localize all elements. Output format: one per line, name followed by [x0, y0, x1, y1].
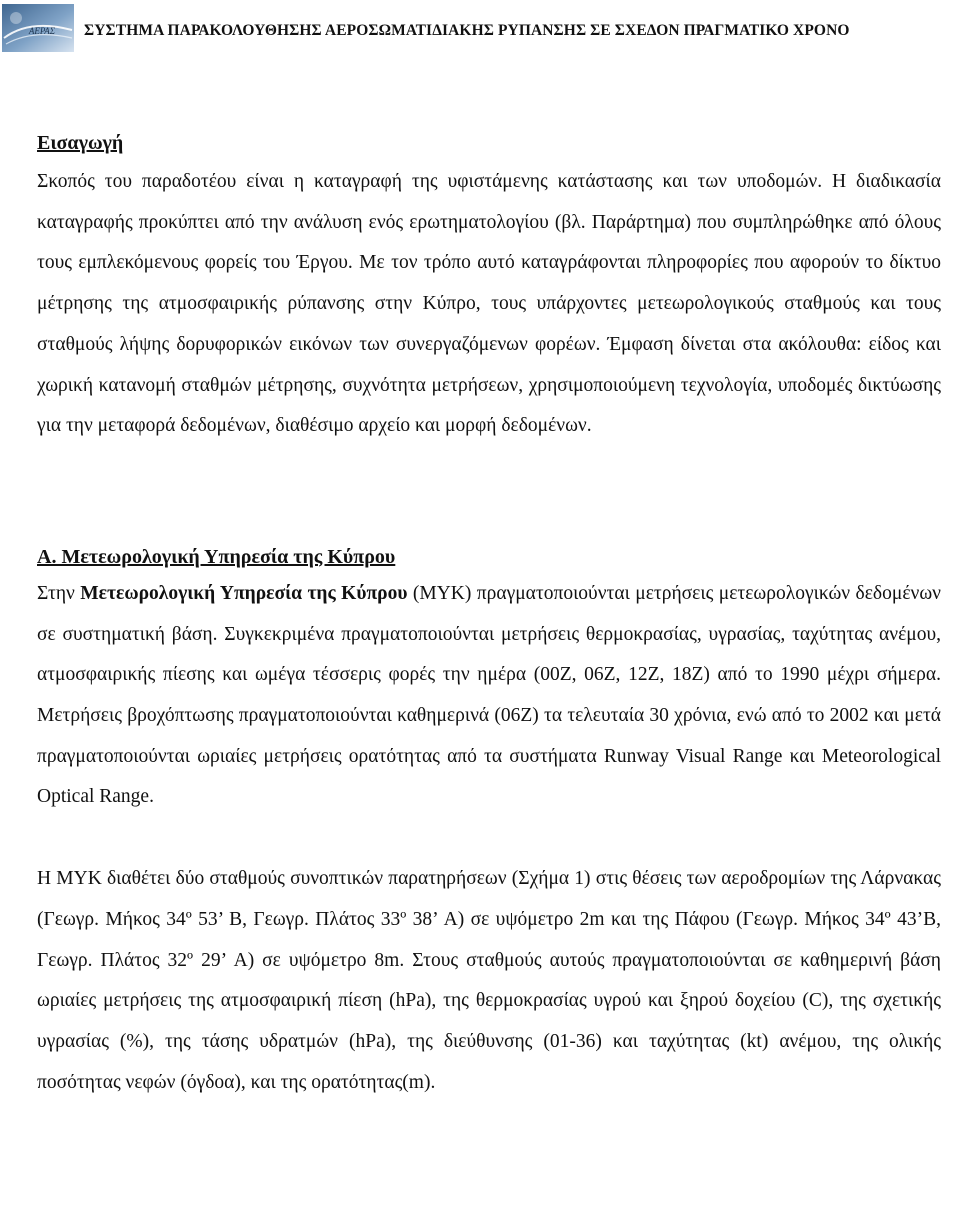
section-a-paragraph-2: Η ΜΥΚ διαθέτει δύο σταθμούς συνοπτικών παρατηρήσεων (Σχήμα 1) στις θέσεις των αεροδρομίων της Λάρνακας (Γεωγρ. Μήκος 34º 53’ Β, Γεωγρ. Πλάτος 33º 38’ Α) σε υψόμετρο 2m και της Πάφου (Γεωγρ. Μήκος 34º 43’Β, Γεωγρ. Πλάτος 32º 29’ Α) σε υψόμετρο 8m. Στους σταθμούς αυτούς πραγματοποιούνται σε καθημερινή βάση ωριαίες μετρήσεις της ατμοσφαιρική πίεση (hPa), της θερμοκρασίας υγρού και ξηρού δοχείου (C), της σχετικής υγρασίας (%), της τάσης υδρατμών (hPa), της διεύθυνσης (01-36) και ταχύτητας (kt) ανέμου, της ολικής ποσότητας νεφών (όγδοα), και της ορατότητας(m).	[37, 868, 941, 1093]
aeras-logo	[2, 4, 74, 52]
organization-name-bold: Μετεωρολογική Υπηρεσία της Κύπρου	[80, 582, 408, 604]
svg-text:ΑΕΡΑΣ: ΑΕΡΑΣ	[28, 26, 56, 36]
paragraph-1-rest: (ΜΥΚ) πραγματοποιούνται μετρήσεις μετεωρολογικών δεδομένων σε συστηματική βάση. Συγκεκριμένα πραγματοποιούνται μετρήσεις θερμοκρασίας, υγρασίας, ταχύτητας ανέμου, ατμοσφαιρικής πίεσης και ωμέγα τέσσερις φορές την ημέρα (00Z, 06Z, 12Z, 18Z) από το 1990 μέχρι σήμερα. Μετρήσεις βροχόπτωσης πραγματοποιούνται καθημερινά (06Z) τα τελευταία 30 χρόνια, ενώ από το 2002 και μετά πραγματοποιούνται ωριαίες μετρήσεις ορατότητας από τα συστήματα Runway Visual Range και Meteorological Optical Range.	[37, 582, 941, 808]
intro-paragraph: Σκοπός του παραδοτέου είναι η καταγραφή της υφιστάμενης κατάστασης και των υποδομών. Η διαδικασία καταγραφής προκύπτει από την ανάλυση ενός ερωτηματολογίου (βλ. Παράρτημα) που συμπληρώθηκε από όλους τους εμπλεκόμενους φορείς του Έργου. Με τον τρόπο αυτό καταγράφονται πληροφορίες που αφορούν το δίκτυο μέτρησης της ατμοσφαιρικής ρύπανσης στην Κύπρο, τους υπάρχοντες μετεωρολογικούς σταθμούς και τους σταθμούς λήψης δορυφορικών εικόνων των συνεργαζόμενων φορέων. Έμφαση δίνεται στα ακόλουθα: είδος και χωρική κατανομή σταθμών μέτρησης, συχνότητα μετρήσεων, χρησιμοποιούμενη τεχνολογία, υποδομές δικτύωσης για την μεταφορά δεδομένων, διαθέσιμο αρχείο και μορφή δεδομένων.	[37, 171, 941, 437]
header-title: ΣΥΣΤΗΜΑ ΠΑΡΑΚΟΛΟΥΘΗΣΗΣ ΑΕΡΟΣΩΜΑΤΙΔΙΑΚΗΣ ΡΥΠΑΝΣΗΣ ΣΕ ΣΧΕΔΟΝ ΠΡΑΓΜΑΤΙΚΟ ΧΡΟΝΟ	[84, 22, 850, 39]
section-a-heading: Α. Μετεωρολογική Υπηρεσία της Κύπρου	[37, 545, 396, 568]
document-body	[37, 128, 941, 1103]
paragraph-1-start: Στην	[37, 582, 81, 604]
intro-heading: Εισαγωγή	[37, 132, 124, 154]
section-a-paragraph-1	[37, 574, 941, 818]
page-header	[0, 0, 960, 56]
